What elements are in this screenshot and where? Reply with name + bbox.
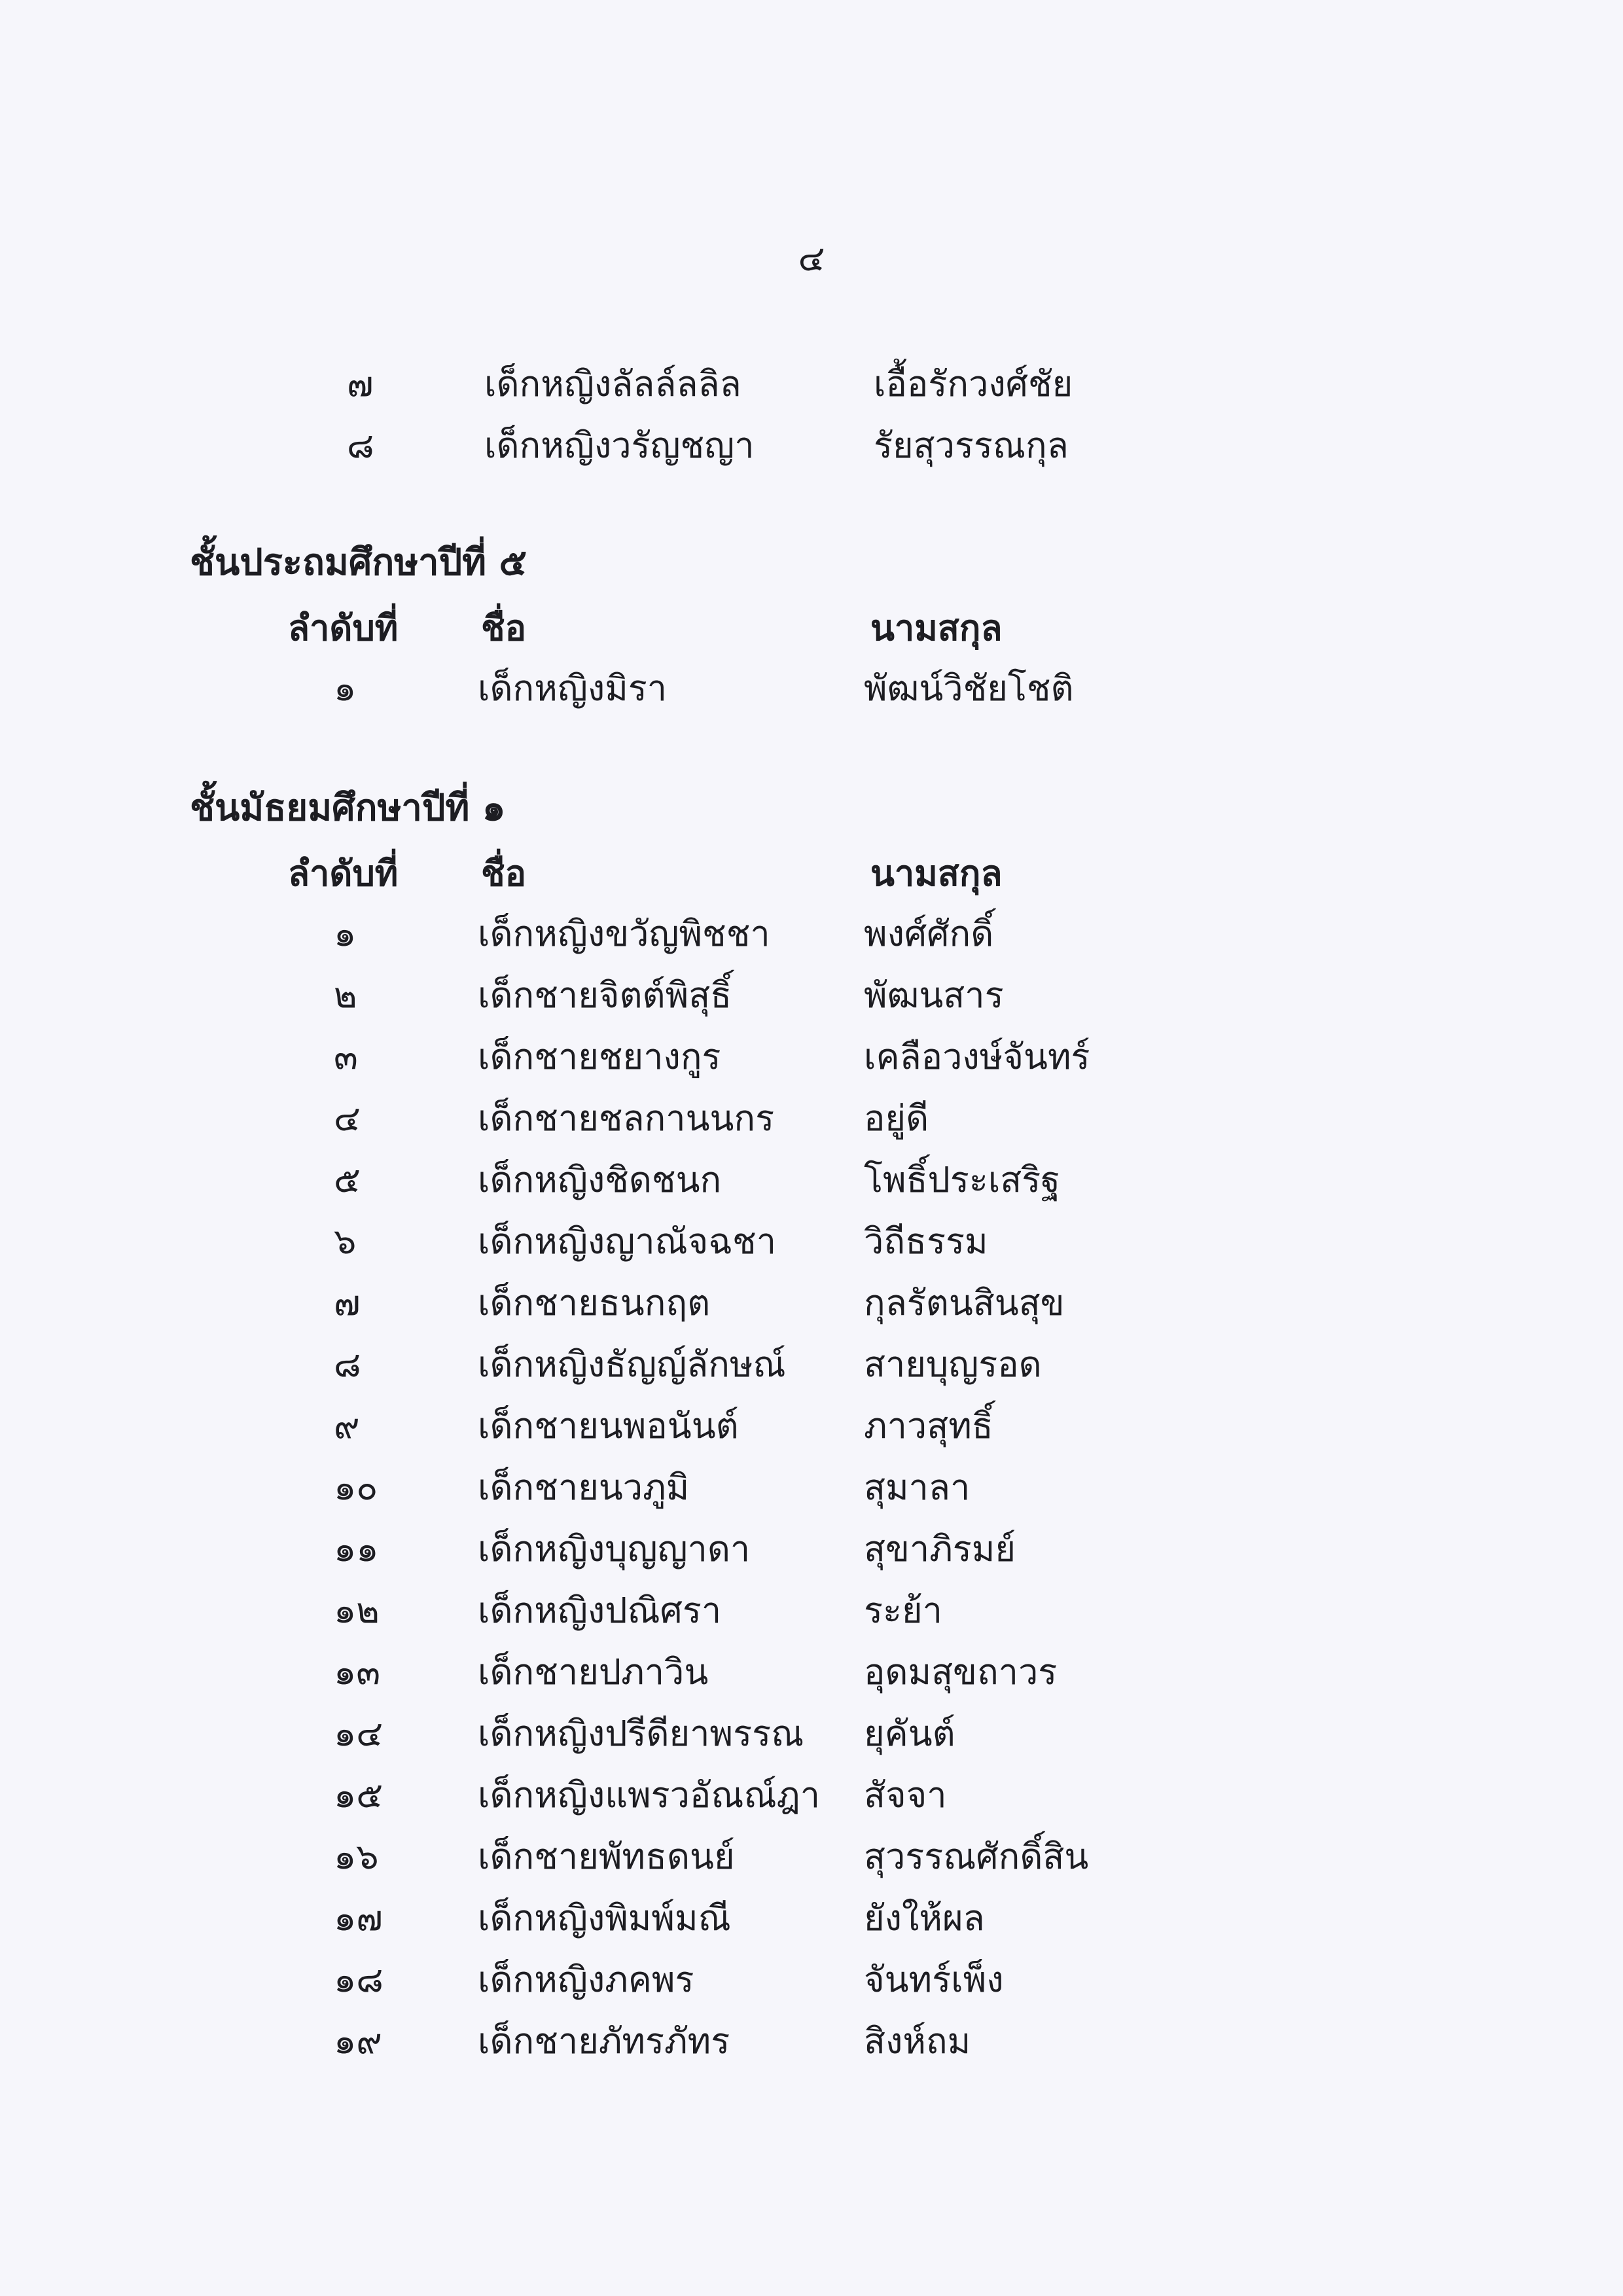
first-name: เด็กหญิงมิรา	[478, 668, 668, 709]
row-number: ๗	[347, 363, 374, 404]
last-name: โพธิ์ประเสริฐ	[864, 1159, 1061, 1200]
list-item	[0, 1518, 1623, 1580]
last-name: กุลรัตนสินสุข	[864, 1282, 1065, 1323]
last-name: สิงห์ถม	[864, 2020, 971, 2062]
last-name: พัฒนสาร	[864, 975, 1004, 1016]
row-number: ๑๕	[334, 1774, 383, 1816]
row-number: ๗	[334, 1282, 361, 1323]
last-name: เอื้อรักวงศ์ชัย	[874, 363, 1073, 404]
section-heading: ชั้นประถมศึกษาปีที่ ๕	[190, 541, 527, 584]
first-name: เด็กหญิงลัลล์ลลิล	[484, 363, 741, 404]
list-item	[0, 658, 1623, 719]
first-name: เด็กชายธนกฤต	[478, 1282, 711, 1323]
row-number: ๑๖	[334, 1836, 379, 1877]
list-item	[0, 965, 1623, 1026]
list-item	[0, 1334, 1623, 1395]
list-item	[0, 1272, 1623, 1334]
list-item	[0, 903, 1623, 965]
row-number: ๑๔	[334, 1713, 383, 1754]
row-number: ๙	[334, 1405, 360, 1446]
row-number: ๑	[334, 913, 357, 954]
first-name: เด็กชายพัทธดนย์	[478, 1836, 735, 1877]
list-item	[0, 1703, 1623, 1765]
last-name: สุมาลา	[864, 1467, 971, 1508]
last-name: ภาวสุทธิ์	[864, 1405, 993, 1446]
row-number: ๑๒	[334, 1590, 380, 1631]
list-item	[0, 1026, 1623, 1088]
list-item	[0, 1395, 1623, 1457]
column-header-number: ลำดับที่	[288, 607, 399, 649]
column-header-last-name: นามสกุล	[870, 607, 1003, 649]
last-name: ระย้า	[864, 1590, 942, 1631]
last-name: สายบุญรอด	[864, 1344, 1042, 1385]
row-number: ๘	[347, 425, 374, 466]
list-item	[0, 1149, 1623, 1211]
row-number: ๑๘	[334, 1959, 383, 2000]
last-name: พัฒน์วิชัยโชติ	[864, 668, 1074, 709]
list-item	[0, 1765, 1623, 1826]
last-name: ยุคันต์	[864, 1713, 955, 1754]
list-item	[0, 1826, 1623, 1888]
list-item	[0, 1888, 1623, 1949]
continued-student-list	[0, 353, 1623, 476]
last-name: สุขาภิรมย์	[864, 1528, 1016, 1570]
last-name: สุวรรณศักดิ์สิน	[864, 1836, 1089, 1877]
first-name: เด็กหญิงชิดชนก	[478, 1159, 722, 1200]
first-name: เด็กหญิงญาณัจฉชา	[478, 1221, 777, 1262]
list-item	[0, 415, 1623, 476]
first-name: เด็กชายปภาวิน	[478, 1651, 709, 1693]
last-name: พงศ์ศักดิ์	[864, 913, 994, 954]
list-item	[0, 1641, 1623, 1703]
first-name: เด็กหญิงธัญญ์ลักษณ์	[478, 1344, 786, 1385]
row-number: ๔	[334, 1098, 361, 1139]
last-name: วิถีธรรม	[864, 1221, 988, 1262]
student-list	[0, 658, 1623, 719]
first-name: เด็กชายจิตต์พิสุธิ์	[478, 975, 732, 1016]
row-number: ๕	[334, 1159, 361, 1200]
first-name: เด็กชายชยางกูร	[478, 1036, 721, 1077]
list-item	[0, 1211, 1623, 1272]
last-name: อยู่ดี	[864, 1098, 929, 1139]
first-name: เด็กหญิงปรีดียาพรรณ	[478, 1713, 804, 1754]
list-item	[0, 1457, 1623, 1518]
first-name: เด็กหญิงขวัญพิชชา	[478, 913, 770, 954]
first-name: เด็กชายนวภูมิ	[478, 1467, 690, 1508]
column-header-first-name: ชื่อ	[481, 607, 527, 649]
section-heading: ชั้นมัธยมศึกษาปีที่ ๑	[190, 787, 506, 829]
first-name: เด็กชายนพอนันต์	[478, 1405, 739, 1446]
last-name: จันทร์เพ็ง	[864, 1959, 1004, 2000]
first-name: เด็กหญิงวรัญชญา	[484, 425, 755, 466]
row-number: ๘	[334, 1344, 361, 1385]
first-name: เด็กหญิงบุญญาดา	[478, 1528, 751, 1570]
first-name: เด็กหญิงปณิศรา	[478, 1590, 722, 1631]
last-name: อุดมสุขถาวร	[864, 1651, 1058, 1693]
row-number: ๑๐	[334, 1467, 378, 1508]
row-number: ๑๙	[334, 2020, 382, 2062]
last-name: เคลือวงษ์จันทร์	[864, 1036, 1090, 1077]
list-item	[0, 1088, 1623, 1149]
column-header-number: ลำดับที่	[288, 853, 399, 894]
list-item	[0, 1949, 1623, 2011]
list-item	[0, 353, 1623, 415]
row-number: ๒	[334, 975, 357, 1016]
student-list	[0, 903, 1623, 2072]
page-number: ๔	[798, 238, 825, 279]
column-header	[0, 848, 1623, 900]
row-number: ๑๗	[334, 1897, 383, 1939]
last-name: ยังให้ผล	[864, 1897, 985, 1939]
row-number: ๑๑	[334, 1528, 379, 1570]
column-header-first-name: ชื่อ	[481, 853, 527, 894]
last-name: รัยสุวรรณกุล	[874, 425, 1069, 466]
list-item	[0, 1580, 1623, 1641]
row-number: ๓	[334, 1036, 358, 1077]
first-name: เด็กหญิงพิมพ์มณี	[478, 1897, 731, 1939]
first-name: เด็กชายภัทรภัทร	[478, 2020, 730, 2062]
list-item	[0, 2011, 1623, 2072]
first-name: เด็กชายชลกานนกร	[478, 1098, 775, 1139]
column-header-last-name: นามสกุล	[870, 853, 1003, 894]
first-name: เด็กหญิงแพรวอัณณ์ฎา	[478, 1774, 821, 1816]
row-number: ๑๓	[334, 1651, 381, 1693]
column-header	[0, 602, 1623, 655]
row-number: ๑	[334, 668, 357, 709]
last-name: สัจจา	[864, 1774, 947, 1816]
row-number: ๖	[334, 1221, 357, 1262]
first-name: เด็กหญิงภคพร	[478, 1959, 694, 2000]
